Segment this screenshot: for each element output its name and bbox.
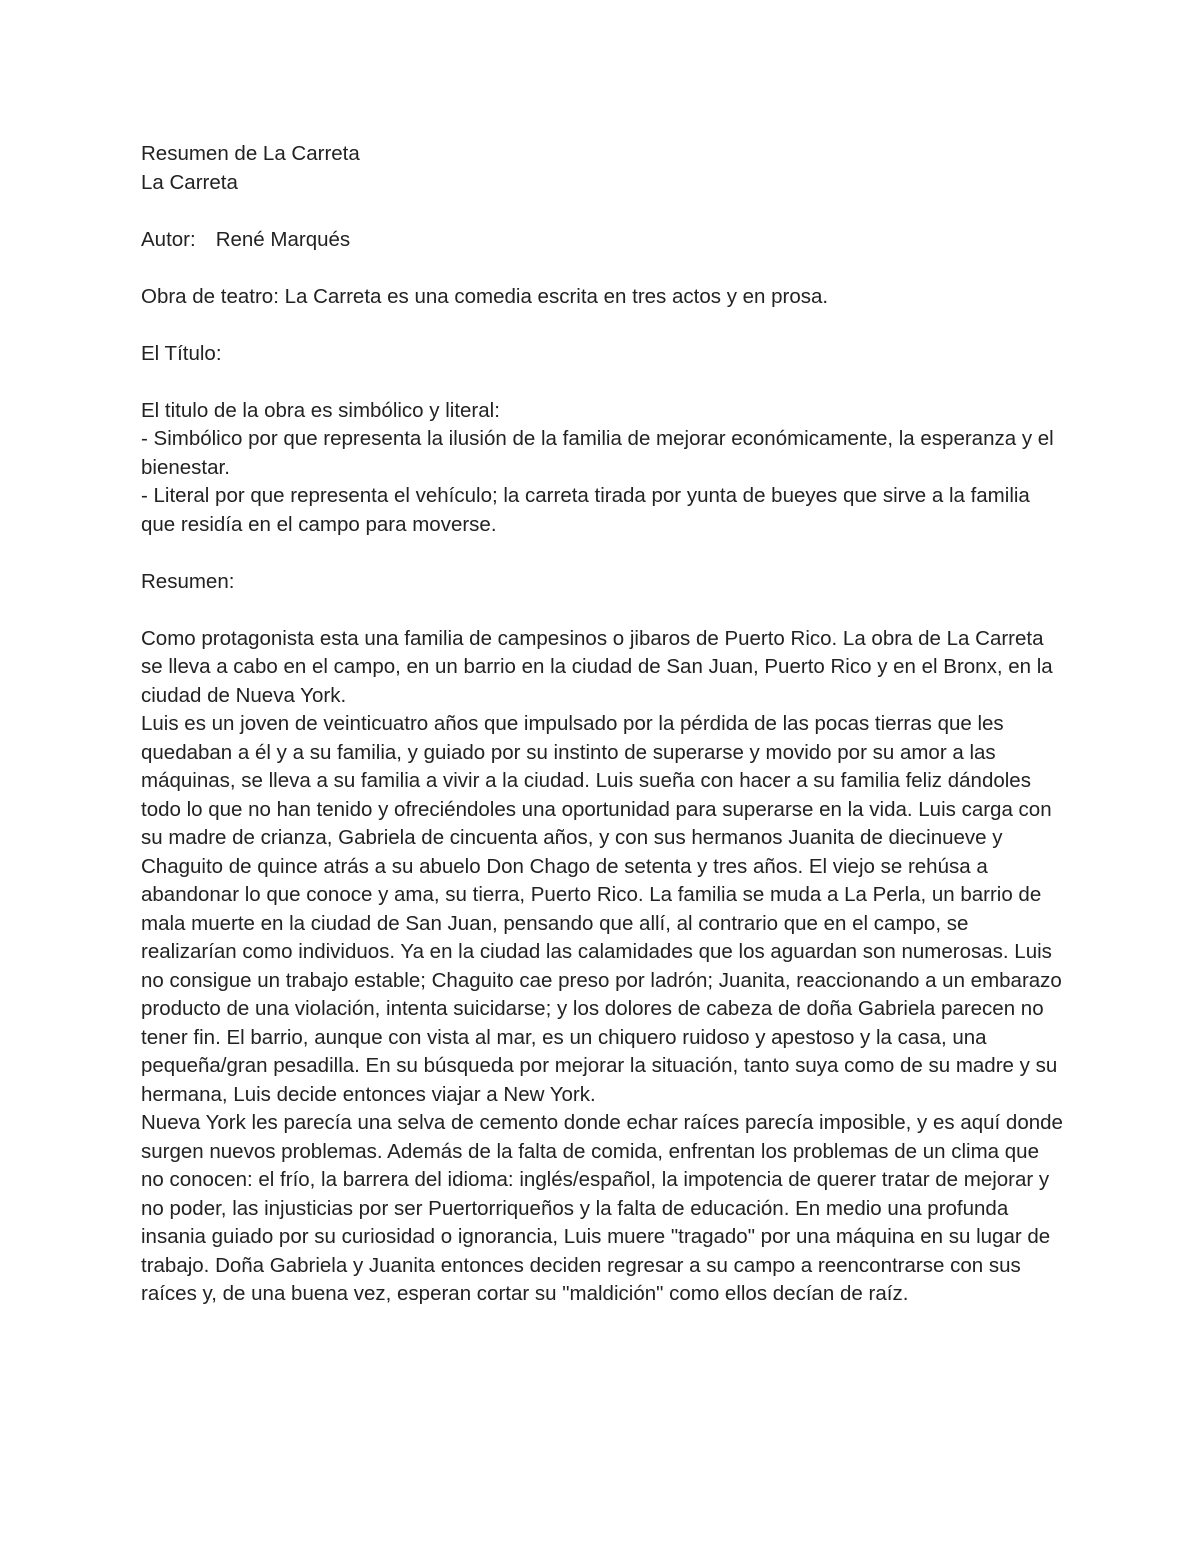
title-literal-item: - Literal por que representa el vehículo; la carreta tirada por yunta de bueyes que sirve a la familia que residía en el campo para moverse. [141, 484, 1030, 536]
blank-line [141, 539, 1066, 568]
author-line [141, 226, 1066, 255]
document-page [141, 140, 1066, 1309]
title-symbolic-item: - Simbólico por que representa la ilusión de la familia de mejorar económicamente, la esperanza y el bienestar. [141, 427, 1054, 479]
blank-line [141, 311, 1066, 340]
author-name: René Marqués [215, 227, 351, 251]
summary-paragraph: Nueva York les parecía una selva de cemento donde echar raíces parecía imposible, y es aquí donde surgen nuevos problemas. Además de la falta de comida, enfrentan los problemas de un clima que no conocen: el frío, la barrera del idioma: inglés/español, la impotencia de querer tratar de mejorar y no poder, las injusticias por ser Puertorriqueños y la falta de educación. En medio una profunda insania guiado por su curiosidad o ignorancia, Luis muere "tragado" por una máquina en su lugar de trabajo. Doña Gabriela y Juanita entonces deciden regresar a su campo a reencontrarse con sus raíces y, de una buena vez, esperan cortar su "maldición" como ellos decían de raíz. [141, 1111, 1063, 1305]
genre-line: Obra de teatro: La Carreta es una comedia escrita en tres actos y en prosa. [141, 284, 829, 308]
blank-line [141, 368, 1066, 397]
title-section-label: El Título: [141, 341, 222, 365]
summary-paragraph: Luis es un joven de veinticuatro años que impulsado por la pérdida de las pocas tierras que les quedaban a él y a su familia, y guiado por su instinto de superarse y movido por su amor a las máquinas, se lleva a su familia a vivir a la ciudad. Luis sueña con hacer a su familia feliz dándoles todo lo que no han tenido y ofreciéndoles una oportunidad para superarse en la vida. Luis carga con su madre de crianza, Gabriela de cincuenta años, y con sus hermanos Juanita de diecinueve y Chaguito de quince atrás a su abuelo Don Chago de setenta y tres años. El viejo se rehúsa a abandonar lo que conoce y ama, su tierra, Puerto Rico. La familia se muda a La Perla, un barrio de mala muerte en la ciudad de San Juan, pensando que allí, al contrario que en el campo, se realizarían como individuos. Ya en la ciudad las calamidades que los aguardan son numerosas. Luis no consigue un trabajo estable; Chaguito cae preso por ladrón; Juanita, reaccionando a un embarazo producto de una violación, intenta suicidarse; y los dolores de cabeza de doña Gabriela parecen no tener fin. El barrio, aunque con vista al mar, es un chiquero ruidoso y apestoso y la casa, una pequeña/gran pesadilla. En su búsqueda por mejorar la situación, tanto suya como de su madre y su hermana, Luis decide entonces viajar a New York. [141, 712, 1062, 1106]
title-intro: El titulo de la obra es simbólico y literal: [141, 398, 500, 422]
document-heading: Resumen de La Carreta [141, 142, 360, 165]
summary-label: Resumen: [141, 569, 235, 593]
blank-line [141, 197, 1066, 226]
author-label: Autor: [141, 227, 196, 251]
document-subheading: La Carreta [141, 170, 238, 194]
blank-line [141, 596, 1066, 625]
summary-paragraph: Como protagonista esta una familia de campesinos o jibaros de Puerto Rico. La obra de La Carreta se lleva a cabo en el campo, en un barrio en la ciudad de San Juan, Puerto Rico y en el Bronx, en la ciudad de Nueva York. [141, 626, 1053, 707]
blank-line [141, 254, 1066, 283]
